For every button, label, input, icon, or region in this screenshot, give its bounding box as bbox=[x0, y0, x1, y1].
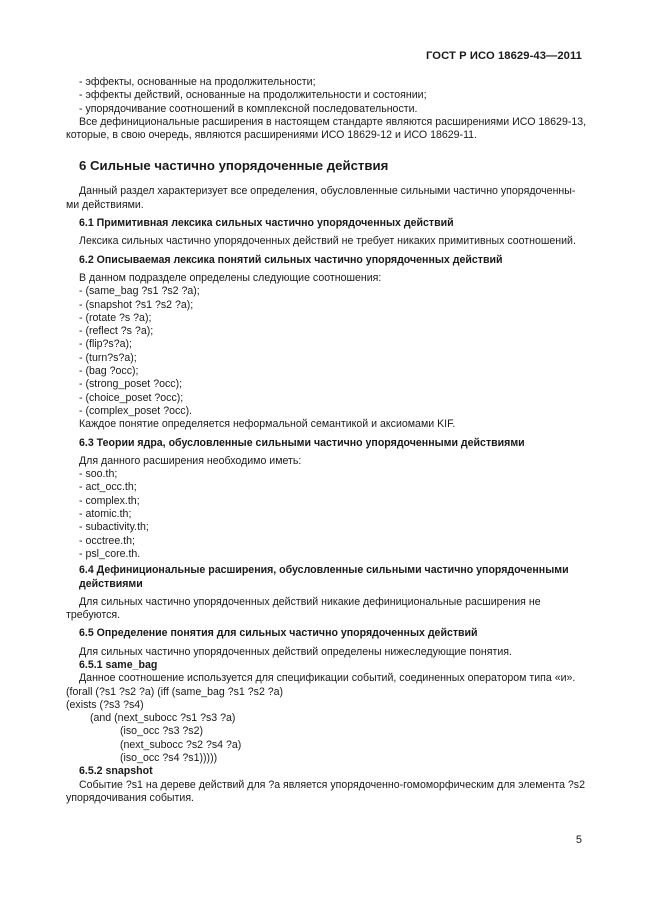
code-line: (exists (?s3 ?s4) bbox=[66, 698, 144, 711]
paragraph-line: Все дефинициональные расширения в настоящем стандарте являются расширениями ИСО 18629-13, bbox=[79, 115, 587, 128]
code-line: (iso_occ ?s3 ?s2) bbox=[120, 725, 204, 738]
list-item: - (turn?s?a); bbox=[79, 351, 137, 364]
list-item: - (same_bag ?s1 ?s2 ?a); bbox=[79, 285, 200, 298]
list-item: - (snapshot ?s1 ?s2 ?a); bbox=[79, 298, 194, 311]
section-6-heading: 6 Сильные частично упорядоченные действия bbox=[79, 158, 389, 174]
subsection-6-4-heading bbox=[66, 564, 586, 591]
list-item: - occtree.th; bbox=[79, 534, 135, 547]
paragraph-line: которые, в свою очередь, являются расширениями ИСО 18629-12 и ИСО 18629-11. bbox=[66, 129, 478, 142]
subsection-6-3-heading: 6.3 Теории ядра, обусловленные сильными частично упорядоченными действиями bbox=[79, 436, 525, 449]
paragraph-line: упорядочивания события. bbox=[66, 791, 194, 804]
list-item: - atomic.th; bbox=[79, 508, 132, 521]
page-content bbox=[66, 76, 586, 805]
list-item: - эффекты, основанные на продолжительности; bbox=[79, 76, 316, 88]
code-line: (iso_occ ?s4 ?s1))))) bbox=[120, 752, 218, 765]
code-line: (and (next_subocc ?s1 ?s3 ?a) bbox=[90, 712, 236, 725]
code-line: (next_subocc ?s2 ?s4 ?a) bbox=[120, 738, 242, 751]
code-line: (forall (?s1 ?s2 ?a) (iff (same_bag ?s1 ?s2 ?a) bbox=[66, 685, 284, 698]
paragraph-line: Каждое понятие определяется неформальной семантикой и аксиомами KIF. bbox=[79, 418, 456, 431]
paragraph-line: Для сильных частично упорядоченных действий определены нижеследующие понятия. bbox=[79, 645, 512, 658]
paragraph-line: Данное соотношение используется для спецификации событий, соединенных оператором типа «и». bbox=[79, 672, 576, 685]
list-item: - (reflect ?s ?a); bbox=[79, 325, 154, 338]
list-item: - psl_core.th. bbox=[79, 547, 141, 560]
paragraph-line: Данный раздел характеризует все определения, обусловленные сильными частично упорядоченны- bbox=[79, 185, 576, 198]
list-item: - (flip?s?a); bbox=[79, 338, 132, 351]
page-number: 5 bbox=[575, 834, 582, 846]
list-item: - soo.th; bbox=[79, 468, 118, 481]
list-item: - (choice_poset ?occ); bbox=[79, 391, 184, 404]
paragraph-line: Для сильных частично упорядоченных действий никакие дефинициональные расширения не bbox=[79, 595, 541, 608]
list-item: - (bag ?occ); bbox=[79, 365, 139, 378]
subsection-6-5-2-heading: 6.5.2 snapshot bbox=[79, 765, 153, 778]
list-item: - (rotate ?s ?a); bbox=[79, 311, 152, 324]
list-item: - эффекты действий, основанные на продолжительности и состоянии; bbox=[79, 89, 427, 102]
subsection-6-5-1-heading: 6.5.1 same_bag bbox=[79, 658, 158, 671]
heading-line: действиями bbox=[79, 577, 143, 590]
standard-code-header: ГОСТ Р ИСО 18629-43—2011 bbox=[426, 50, 582, 62]
paragraph-line: ми действиями. bbox=[66, 198, 144, 211]
list-item: - complex.th; bbox=[79, 494, 140, 507]
paragraph-line: Событие ?s1 на дереве действий для ?a является упорядоченно-гомоморфическим для элемента ?s2 bbox=[79, 778, 585, 791]
heading-line: 6.4 Дефинициональные расширения, обусловленные сильными частично упорядоченными bbox=[79, 564, 569, 577]
subsection-6-5-heading: 6.5 Определение понятия для сильных частично упорядоченных действий bbox=[79, 627, 478, 640]
paragraph-line: требуются. bbox=[66, 609, 121, 622]
list-item: - subactivity.th; bbox=[79, 521, 149, 534]
paragraph-line: Для данного расширения необходимо иметь: bbox=[79, 454, 302, 467]
paragraph-line: В данном подразделе определены следующие соотношения: bbox=[79, 271, 382, 284]
subsection-6-1-heading: 6.1 Примитивная лексика сильных частично упорядоченных действий bbox=[79, 217, 454, 230]
paragraph-line: Лексика сильных частично упорядоченных действий не требует никаких примитивных соотношений. bbox=[79, 235, 576, 248]
list-item: - упорядочивание соотношений в комплексной последовательности. bbox=[79, 102, 418, 115]
list-item: - (complex_poset ?occ). bbox=[79, 404, 193, 417]
subsection-6-2-heading: 6.2 Описываемая лексика понятий сильных частично упорядоченных действий bbox=[79, 253, 503, 266]
list-item: - act_occ.th; bbox=[79, 481, 137, 494]
list-item: - (strong_poset ?occ); bbox=[79, 378, 183, 391]
